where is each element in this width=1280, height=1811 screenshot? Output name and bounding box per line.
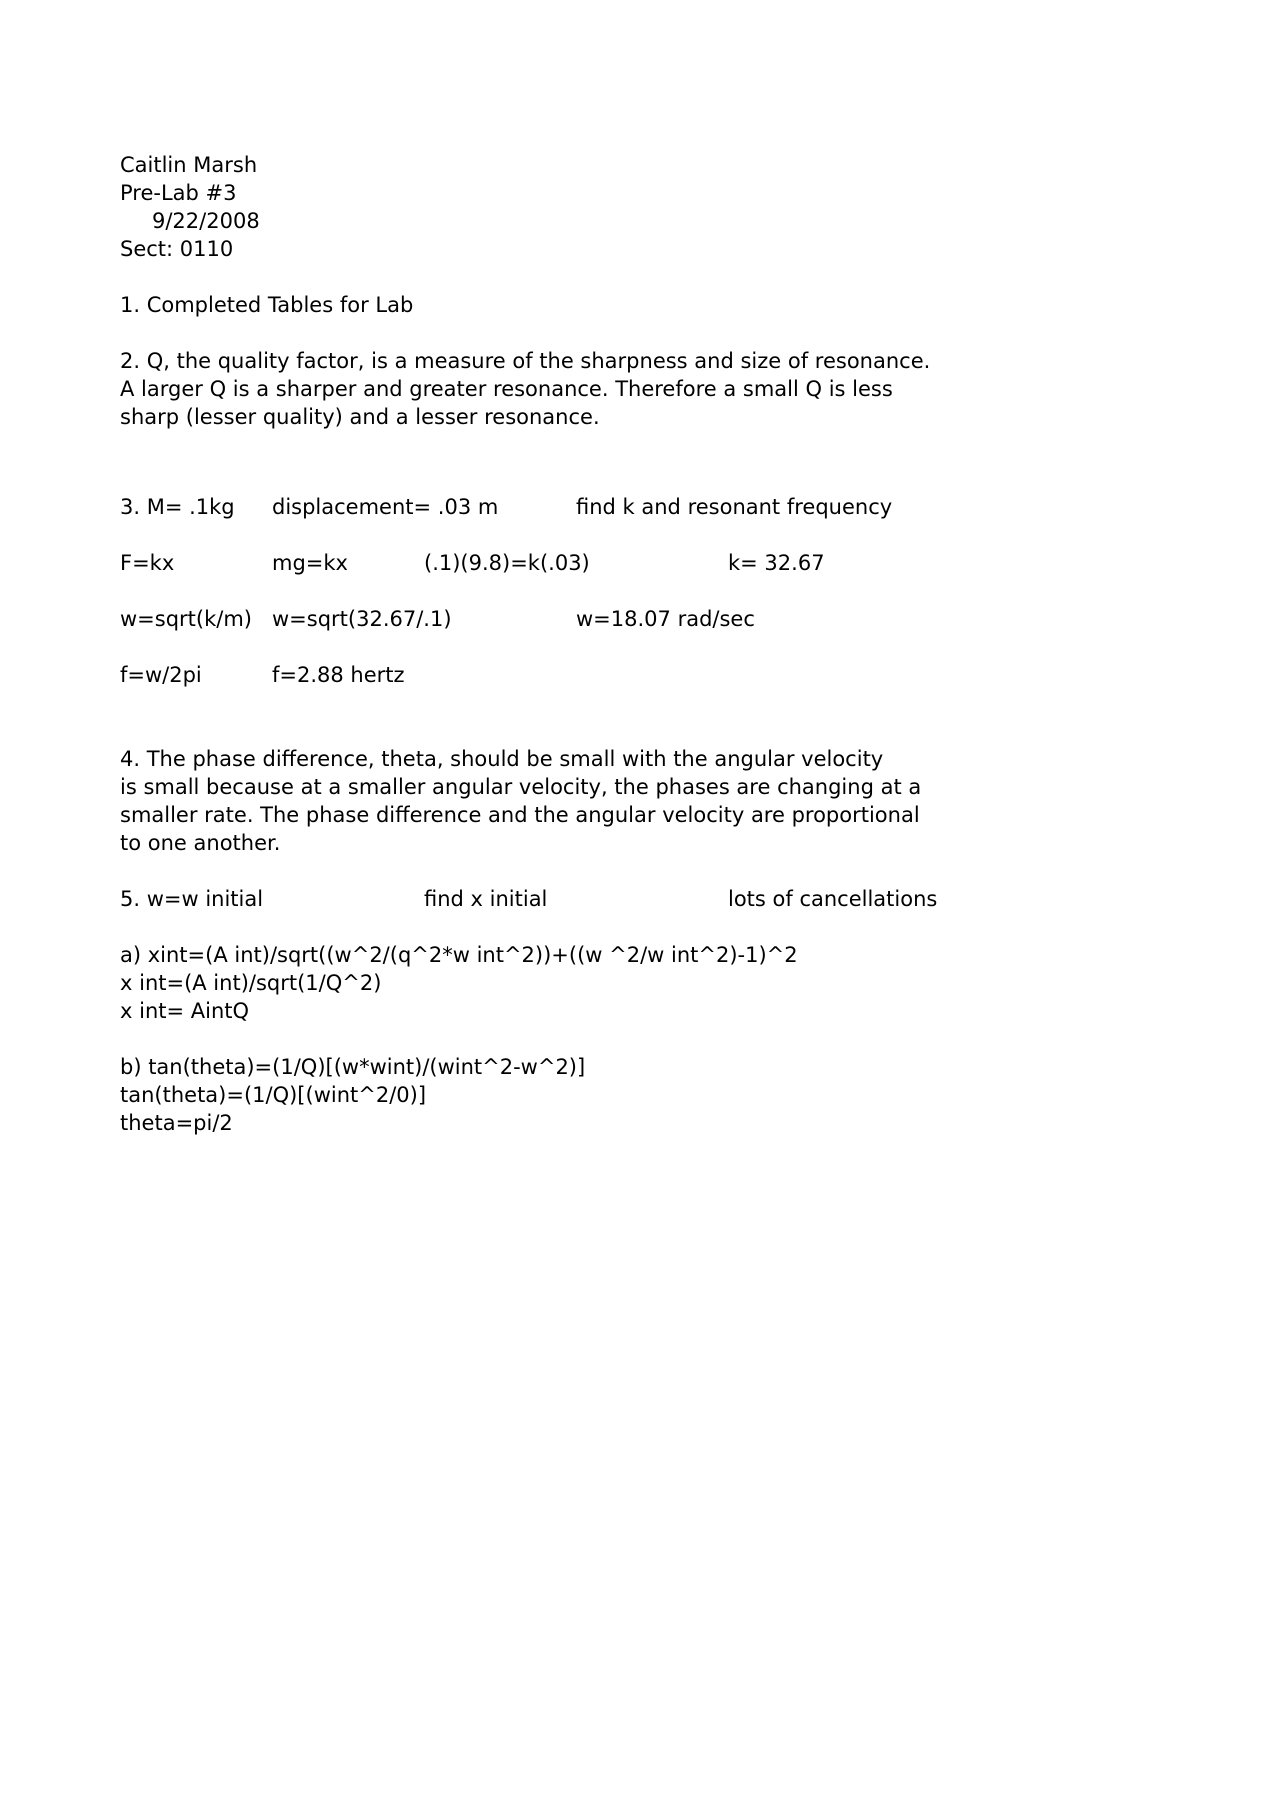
calc-cell: w=sqrt(32.67/.1) xyxy=(272,607,452,631)
calc-cell: find x initial xyxy=(424,887,548,911)
calc-row xyxy=(120,605,1180,633)
author-name: Caitlin Marsh xyxy=(120,153,258,177)
calc-cell: F=kx xyxy=(120,551,175,575)
paragraph-line: 4. The phase difference, theta, should be small with the angular velocity xyxy=(120,747,884,771)
calc-row xyxy=(120,661,1180,689)
calc-cell: w=18.07 rad/sec xyxy=(576,607,755,631)
calc-cell: 3. M= .1kg xyxy=(120,495,235,519)
calc-cell: (.1)(9.8)=k(.03) xyxy=(424,551,590,575)
spacer xyxy=(120,913,1180,941)
question-4 xyxy=(120,745,1180,857)
question-3 xyxy=(120,493,1180,689)
calc-cell: find k and resonant frequency xyxy=(576,495,893,519)
spacer xyxy=(120,319,1180,347)
calc-cell: k= 32.67 xyxy=(728,551,825,575)
part-b xyxy=(120,1053,1180,1137)
calc-cell: lots of cancellations xyxy=(728,887,938,911)
equation-line: x int= AintQ xyxy=(120,999,250,1023)
spacer xyxy=(120,521,1180,549)
equation-line: b) tan(theta)=(1/Q)[(w*wint)/(wint^2-w^2)] xyxy=(120,1055,586,1079)
calc-cell: mg=kx xyxy=(272,551,348,575)
equation-line: tan(theta)=(1/Q)[(wint^2/0)] xyxy=(120,1083,427,1107)
spacer xyxy=(120,577,1180,605)
equation-line: theta=pi/2 xyxy=(120,1111,233,1135)
spacer xyxy=(120,431,1180,487)
paragraph-line: is small because at a smaller angular velocity, the phases are changing at a xyxy=(120,775,922,799)
equation-line: x int=(A int)/sqrt(1/Q^2) xyxy=(120,971,382,995)
calc-cell: w=sqrt(k/m) xyxy=(120,607,252,631)
spacer xyxy=(120,857,1180,885)
paragraph-line: to one another. xyxy=(120,831,281,855)
question-2 xyxy=(120,347,1180,431)
equation-line: a) xint=(A int)/sqrt((w^2/(q^2*w int^2))+((w ^2/w int^2)-1)^2 xyxy=(120,943,798,967)
calc-cell: displacement= .03 m xyxy=(272,495,499,519)
paragraph-line: sharp (lesser quality) and a lesser resonance. xyxy=(120,405,600,429)
calc-row xyxy=(120,549,1180,577)
spacer xyxy=(120,689,1180,745)
assignment-title: Pre-Lab #3 xyxy=(120,181,237,205)
paragraph-line: smaller rate. The phase difference and the angular velocity are proportional xyxy=(120,803,920,827)
part-a xyxy=(120,941,1180,1025)
question-5 xyxy=(120,885,1180,1137)
calc-cell: f=w/2pi xyxy=(120,663,202,687)
spacer xyxy=(120,1025,1180,1053)
question-1: 1. Completed Tables for Lab xyxy=(120,293,414,317)
paragraph-line: A larger Q is a sharper and greater resonance. Therefore a small Q is less xyxy=(120,377,893,401)
spacer xyxy=(120,633,1180,661)
calc-cell: 5. w=w initial xyxy=(120,887,264,911)
calc-row xyxy=(120,885,1180,913)
calc-cell: f=2.88 hertz xyxy=(272,663,405,687)
document-date: 9/22/2008 xyxy=(152,209,260,233)
spacer xyxy=(120,263,1180,291)
section-number: Sect: 0110 xyxy=(120,237,234,261)
paragraph-line: 2. Q, the quality factor, is a measure of the sharpness and size of resonance. xyxy=(120,349,931,373)
document-body xyxy=(120,151,1180,1137)
calc-row xyxy=(120,493,1180,521)
